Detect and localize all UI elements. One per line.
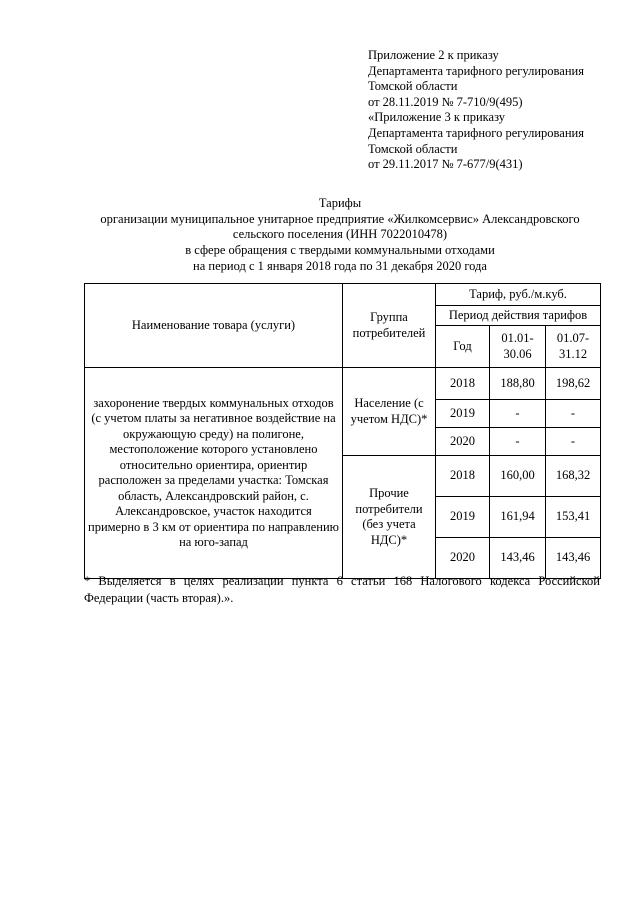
document-title: Тарифы (318, 196, 362, 210)
cell-tariff-h2: 198,62 (546, 368, 601, 400)
consumer-group-other: Прочие потребители (без учета НДС)* (343, 456, 436, 579)
cell-tariff-h2: 143,46 (546, 538, 601, 579)
cell-tariff-h1: 188,80 (490, 368, 546, 400)
appendix-line: от 29.11.2017 № 7-677/9(431) (368, 157, 523, 172)
heading-line: сельского поселения (ИНН 7022010478) (232, 227, 448, 242)
heading-line: организации муниципальное унитарное предприятие «Жилкомсервис» Александровского (100, 211, 580, 226)
cell-tariff-h1: 161,94 (490, 497, 546, 538)
cell-year: 2020 (436, 428, 490, 456)
service-description: захоронение твердых коммунальных отходов (с учетом платы за негативное воздействие на окружающую среду) на полигоне, местоположение которого установлено относительно ориентира, ориентир расположен за пределами участка: Томская область, Александровский район, с. Александровское, участок находится примерно в 3 км от ориентира по направлению на юго-запад (85, 368, 343, 579)
header-tariff: Тариф, руб./м.куб. (436, 284, 601, 306)
heading-line: на период с 1 января 2018 года по 31 декабря 2020 года (193, 258, 487, 273)
cell-tariff-h1: 160,00 (490, 456, 546, 497)
header-half2: 01.07-31.12 (546, 326, 601, 368)
cell-year: 2019 (436, 400, 490, 428)
cell-tariff-h1: 143,46 (490, 538, 546, 579)
appendix-line: Приложение 2 к приказу (368, 48, 499, 62)
cell-tariff-h1: - (490, 428, 546, 456)
header-half1: 01.01-30.06 (490, 326, 546, 368)
document-heading (60, 196, 620, 275)
cell-tariff-h2: 168,32 (546, 456, 601, 497)
appendix-line: Департамента тарифного регулирования (368, 125, 584, 140)
appendix-line: Томской области (368, 79, 458, 94)
cell-year: 2020 (436, 538, 490, 579)
appendix-line: «Приложение 3 к приказу (368, 110, 506, 125)
appendix-block (368, 48, 628, 173)
cell-tariff-h1: - (490, 400, 546, 428)
cell-tariff-h2: - (546, 400, 601, 428)
appendix-line: Томской области (368, 141, 458, 156)
heading-line: в сфере обращения с твердыми коммунальными отходами (185, 243, 495, 258)
tariff-table (84, 283, 601, 579)
footnote: * Выделяется в целях реализации пункта 6 статьи 168 Налогового кодекса Российской Федерации (часть вторая).». (84, 574, 600, 605)
header-period: Период действия тарифов (436, 306, 601, 326)
appendix-line: от 28.11.2019 № 7-710/9(495) (368, 94, 523, 109)
cell-tariff-h2: 153,41 (546, 497, 601, 538)
cell-year: 2018 (436, 368, 490, 400)
appendix-line: Департамента тарифного регулирования (368, 63, 584, 78)
header-group: Группа потребителей (343, 284, 436, 368)
cell-year: 2019 (436, 497, 490, 538)
cell-year: 2018 (436, 456, 490, 497)
header-product: Наименование товара (услуги) (85, 284, 343, 368)
header-year: Год (436, 326, 490, 368)
cell-tariff-h2: - (546, 428, 601, 456)
consumer-group-population: Население (с учетом НДС)* (343, 368, 436, 456)
